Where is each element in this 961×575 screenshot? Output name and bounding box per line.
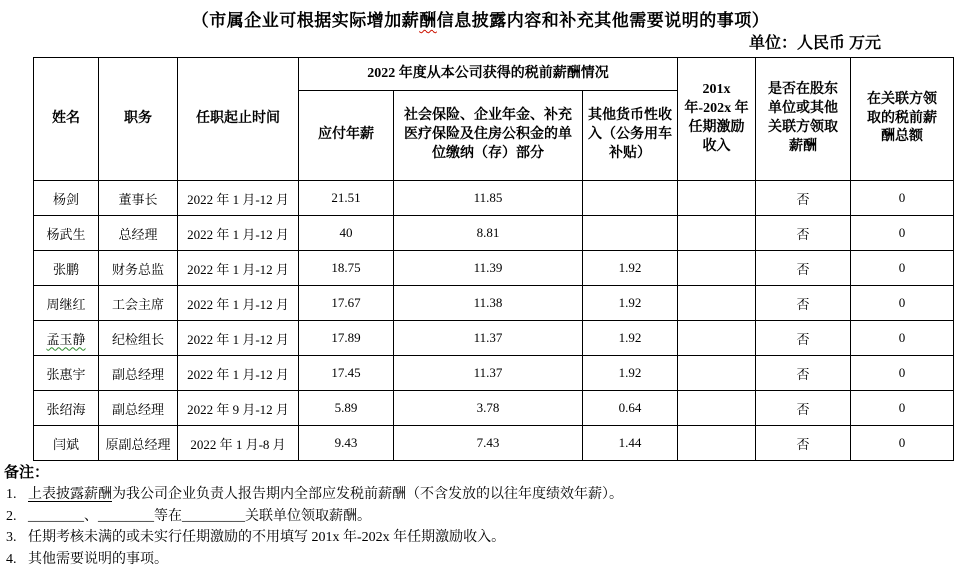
header-tenure-incentive: 201x 年-202x 年任期激励收入	[678, 58, 756, 181]
cell-other	[583, 181, 678, 216]
header-payable-salary: 应付年薪	[299, 91, 394, 181]
table-header	[34, 58, 954, 181]
header-name: 姓名	[34, 58, 99, 181]
cell-tenure	[678, 286, 756, 321]
cell-related: 否	[756, 181, 851, 216]
cell-position: 原副总经理	[99, 426, 178, 461]
cell-insurance: 11.37	[394, 356, 583, 391]
table-row	[34, 286, 954, 321]
note-number: 1.	[6, 487, 17, 502]
note-text: 其他需要说明的事项。	[28, 551, 168, 567]
cell-insurance: 3.78	[394, 391, 583, 426]
notes-section	[4, 463, 944, 570]
title-spellcheck-marked-char: 酬	[419, 11, 437, 30]
title-text-pre: （市属企业可根据实际增加薪	[191, 11, 420, 30]
cell-name: 张惠宇	[34, 356, 99, 391]
cell-tenure	[678, 181, 756, 216]
notes-label: 备注：	[4, 465, 50, 481]
document-title	[0, 6, 961, 31]
header-row-top	[34, 58, 954, 91]
note-underlined-text: 上表披露薪酬	[28, 487, 112, 502]
cell-payable: 17.89	[299, 321, 394, 356]
header-related-party-pay: 是否在股东单位或其他关联方领取薪酬	[756, 58, 851, 181]
note-number: 2.	[6, 508, 17, 524]
cell-total: 0	[851, 356, 954, 391]
cell-total: 0	[851, 391, 954, 426]
cell-term: 2022 年 1 月-12 月	[178, 286, 299, 321]
cell-position: 总经理	[99, 216, 178, 251]
cell-payable: 40	[299, 216, 394, 251]
notes-list	[4, 484, 944, 570]
table-row	[34, 391, 954, 426]
cell-payable: 9.43	[299, 426, 394, 461]
cell-name: 杨武生	[34, 216, 99, 251]
cell-related: 否	[756, 216, 851, 251]
header-salary-group-2022: 2022 年度从本公司获得的税前薪酬情况	[299, 58, 678, 91]
cell-insurance: 11.39	[394, 251, 583, 286]
table-row	[34, 426, 954, 461]
cell-total: 0	[851, 321, 954, 356]
table-row	[34, 216, 954, 251]
cell-tenure	[678, 216, 756, 251]
cell-other: 1.92	[583, 251, 678, 286]
note-text: ________、________等在_________关联单位领取薪酬。	[28, 508, 371, 524]
cell-payable: 18.75	[299, 251, 394, 286]
note-item	[4, 527, 944, 549]
cell-tenure	[678, 426, 756, 461]
table-body	[34, 181, 954, 461]
note-text: 任期考核未满的或未实行任期激励的不用填写 201x 年-202x 年任期激励收入。	[28, 530, 506, 545]
cell-payable: 21.51	[299, 181, 394, 216]
cell-term: 2022 年 9 月-12 月	[178, 391, 299, 426]
grammar-check-underline: 孟玉静	[46, 331, 86, 347]
cell-insurance: 11.38	[394, 286, 583, 321]
table-row	[34, 251, 954, 286]
cell-payable: 5.89	[299, 391, 394, 426]
cell-related: 否	[756, 426, 851, 461]
cell-related: 否	[756, 321, 851, 356]
cell-insurance: 11.37	[394, 321, 583, 356]
note-number: 3.	[6, 530, 17, 545]
table-row	[34, 356, 954, 391]
cell-related: 否	[756, 391, 851, 426]
cell-term: 2022 年 1 月-12 月	[178, 216, 299, 251]
cell-name: 张鹏	[34, 251, 99, 286]
cell-total: 0	[851, 216, 954, 251]
header-social-insurance: 社会保险、企业年金、补充医疗保险及住房公积金的单位缴纳（存）部分	[394, 91, 583, 181]
cell-other: 0.64	[583, 391, 678, 426]
cell-position: 副总经理	[99, 356, 178, 391]
header-position: 职务	[99, 58, 178, 181]
cell-total: 0	[851, 286, 954, 321]
title-text-post: 信息披露内容和补充其他需要说明的事项）	[436, 11, 770, 30]
cell-name: 周继红	[34, 286, 99, 321]
header-term: 任职起止时间	[178, 58, 299, 181]
cell-name: 闫斌	[34, 426, 99, 461]
cell-total: 0	[851, 181, 954, 216]
note-item	[4, 549, 944, 571]
cell-tenure	[678, 391, 756, 426]
cell-total: 0	[851, 251, 954, 286]
table-row	[34, 321, 954, 356]
cell-total: 0	[851, 426, 954, 461]
cell-tenure	[678, 356, 756, 391]
cell-term: 2022 年 1 月-12 月	[178, 321, 299, 356]
note-item	[4, 484, 944, 506]
cell-payable: 17.67	[299, 286, 394, 321]
salary-table	[33, 57, 954, 461]
cell-term: 2022 年 1 月-12 月	[178, 356, 299, 391]
cell-position: 纪检组长	[99, 321, 178, 356]
table-row	[34, 181, 954, 216]
cell-insurance: 11.85	[394, 181, 583, 216]
cell-position: 财务总监	[99, 251, 178, 286]
cell-position: 董事长	[99, 181, 178, 216]
cell-tenure	[678, 251, 756, 286]
unit-label: 单位：人民币 万元	[748, 35, 881, 52]
cell-other: 1.92	[583, 356, 678, 391]
cell-other	[583, 216, 678, 251]
cell-name: 杨剑	[34, 181, 99, 216]
cell-other: 1.92	[583, 286, 678, 321]
cell-term: 2022 年 1 月-12 月	[178, 181, 299, 216]
note-number: 4.	[6, 551, 17, 567]
header-other-monetary-income: 其他货币性收入（公务用车补贴）	[583, 91, 678, 181]
cell-name	[34, 321, 99, 356]
cell-other: 1.44	[583, 426, 678, 461]
cell-position: 副总经理	[99, 391, 178, 426]
cell-related: 否	[756, 356, 851, 391]
cell-insurance: 7.43	[394, 426, 583, 461]
cell-other: 1.92	[583, 321, 678, 356]
cell-term: 2022 年 1 月-12 月	[178, 251, 299, 286]
cell-related: 否	[756, 286, 851, 321]
cell-position: 工会主席	[99, 286, 178, 321]
header-related-party-total: 在关联方领取的税前薪酬总额	[851, 58, 954, 181]
cell-insurance: 8.81	[394, 216, 583, 251]
cell-payable: 17.45	[299, 356, 394, 391]
cell-name: 张绍海	[34, 391, 99, 426]
cell-related: 否	[756, 251, 851, 286]
note-text: 为我公司企业负责人报告期内全部应发税前薪酬（不含发放的以往年度绩效年薪）。	[112, 487, 623, 502]
cell-term: 2022 年 1 月-8 月	[178, 426, 299, 461]
note-item	[4, 506, 944, 528]
cell-tenure	[678, 321, 756, 356]
